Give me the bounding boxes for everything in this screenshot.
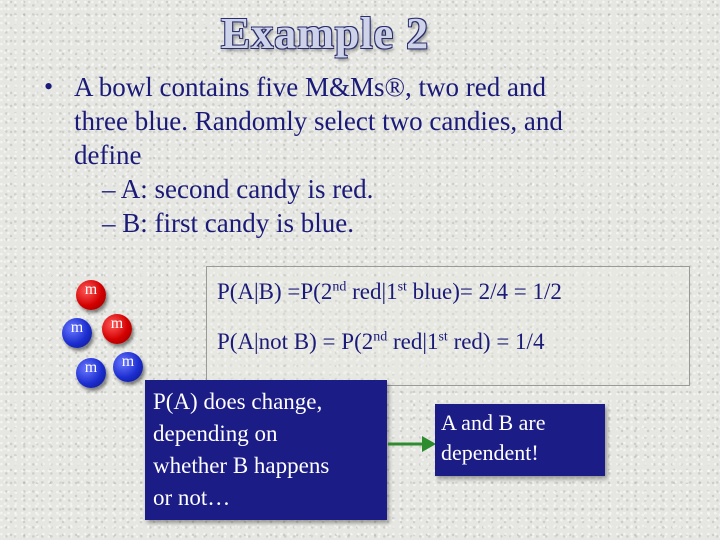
candy-label: m bbox=[70, 319, 84, 336]
bullet-line-1: A bowl contains five M&Ms®, two red and bbox=[74, 72, 546, 102]
p1-mid: red|1 bbox=[346, 279, 398, 304]
arrow-right-icon bbox=[386, 433, 438, 455]
conclusion-box bbox=[435, 404, 605, 476]
note-line-4: or not… bbox=[153, 485, 231, 510]
p1-sup2: st bbox=[397, 279, 407, 295]
dependence-note-box bbox=[145, 380, 387, 520]
probability-line-1 bbox=[217, 279, 562, 305]
p1-sup1: nd bbox=[332, 279, 347, 295]
probability-box bbox=[206, 266, 690, 386]
slide-title: Example 2 bbox=[220, 9, 430, 58]
p2-suffix: red) = 1/4 bbox=[447, 329, 545, 354]
candy-label: m bbox=[84, 281, 98, 298]
note-line-3: whether B happens bbox=[153, 453, 330, 478]
candy-blue-2 bbox=[76, 358, 106, 388]
candy-label: m bbox=[110, 315, 124, 332]
p2-sup2: st bbox=[438, 329, 448, 345]
bullet-block bbox=[44, 70, 684, 240]
p2-mid: red|1 bbox=[387, 329, 439, 354]
p1-suffix: blue)= 2/4 = 1/2 bbox=[406, 279, 562, 304]
probability-line-2 bbox=[217, 329, 544, 355]
candy-red-1 bbox=[76, 280, 106, 310]
candy-label: m bbox=[121, 353, 135, 370]
p2-prefix: P(A|not B) = P(2 bbox=[217, 329, 374, 354]
candy-red-2 bbox=[102, 314, 132, 344]
candy-blue-3 bbox=[113, 352, 143, 382]
p1-prefix: P(A|B) =P(2 bbox=[217, 279, 333, 304]
sub-item-a: – A: second candy is red. bbox=[102, 174, 374, 204]
bullet-line-2: three blue. Randomly select two candies, and bbox=[74, 106, 563, 136]
bullet-line-3: define bbox=[74, 140, 142, 170]
sub-item-b: – B: first candy is blue. bbox=[102, 208, 354, 238]
bullet-dot: • bbox=[44, 72, 54, 101]
note-line-1: P(A) does change, bbox=[153, 389, 323, 414]
candy-blue-1 bbox=[62, 318, 92, 348]
conclusion-line-2: dependent! bbox=[441, 440, 539, 465]
p2-sup1: nd bbox=[373, 329, 388, 345]
candy-label: m bbox=[84, 359, 98, 376]
note-line-2: depending on bbox=[153, 421, 278, 446]
conclusion-line-1: A and B are bbox=[441, 410, 546, 435]
